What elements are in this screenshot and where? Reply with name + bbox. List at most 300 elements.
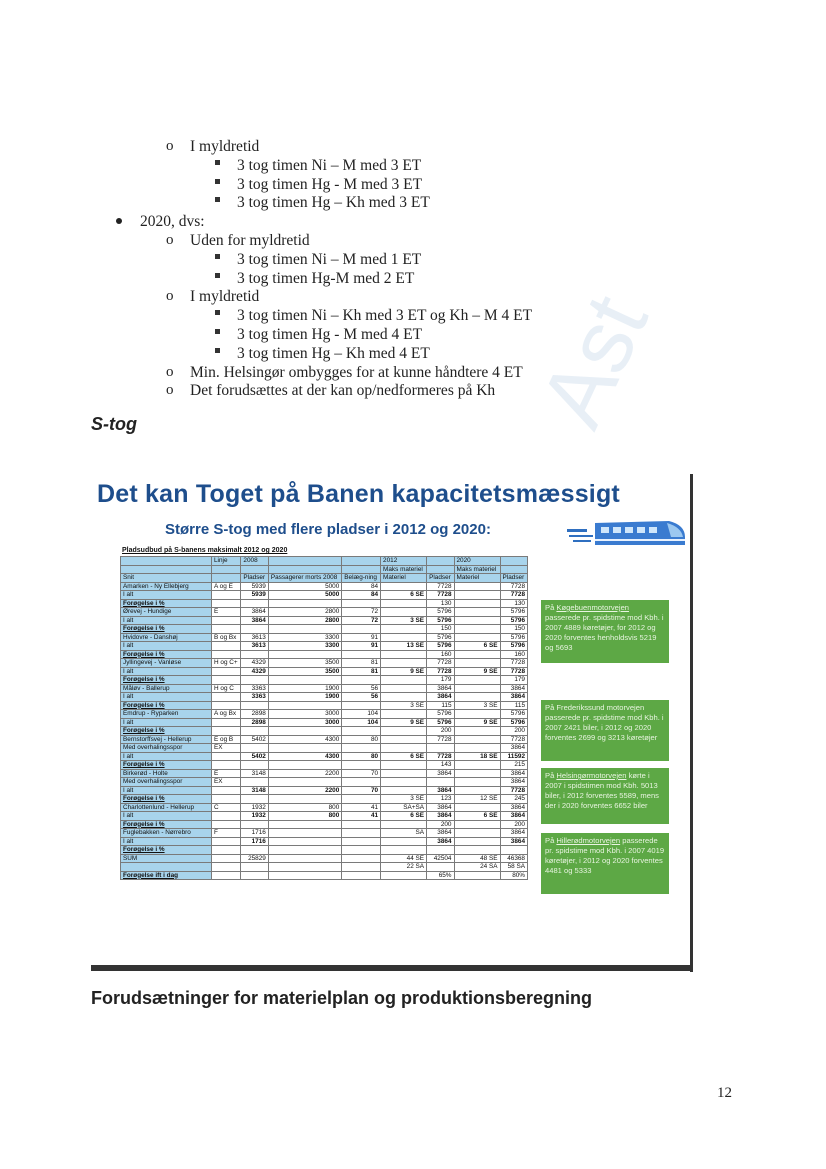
table-row — [121, 642, 528, 651]
bullet-text: 3 tog timen Ni – M med 3 ET — [237, 156, 422, 174]
table-cell: 2800 — [268, 616, 341, 625]
table-cell — [212, 625, 241, 634]
table-cell — [454, 599, 500, 608]
table-cell — [268, 557, 341, 566]
table-cell — [454, 871, 500, 880]
row-label-cell: Emdrup - Ryparken — [121, 710, 212, 719]
table-cell — [454, 820, 500, 829]
table-cell: 3300 — [268, 633, 341, 642]
table-cell: 3 SE — [381, 616, 427, 625]
table-cell — [241, 795, 268, 804]
table-cell: 179 — [500, 676, 527, 685]
table-cell — [381, 633, 427, 642]
bullet-item — [166, 381, 496, 400]
table-cell: 2800 — [268, 608, 341, 617]
watermark: Ast — [521, 281, 668, 442]
table-cell — [241, 863, 268, 872]
row-label-cell: Forøgelse i % — [121, 599, 212, 608]
table-row — [121, 744, 528, 753]
table-cell: 160 — [427, 650, 454, 659]
bullet-text: I myldretid — [190, 288, 260, 306]
table-cell — [268, 565, 341, 574]
table-cell — [381, 599, 427, 608]
table-row — [121, 735, 528, 744]
table-cell — [212, 650, 241, 659]
bullet-item — [166, 363, 523, 382]
table-row — [121, 608, 528, 617]
table-cell — [212, 795, 241, 804]
table-cell — [454, 659, 500, 668]
row-label-cell: Fuglebakken - Nørrebro — [121, 829, 212, 838]
table-cell: 9 SE — [454, 718, 500, 727]
table-cell: 800 — [268, 803, 341, 812]
row-label-cell: I alt — [121, 718, 212, 727]
row-label-cell: I alt — [121, 812, 212, 821]
table-cell: 5000 — [268, 582, 341, 591]
table-cell: 160 — [500, 650, 527, 659]
table-cell: 4329 — [241, 659, 268, 668]
info-box-helsingor: På Helsingørmotorvejen kørte i 2007 i spidstimen mod Kbh. 5013 biler, i 2012 forventes 5589, mens der i 2020 forventes 6652 biler — [541, 768, 669, 824]
table-cell: 7728 — [427, 735, 454, 744]
table-row — [121, 778, 528, 787]
table-cell — [454, 786, 500, 795]
row-label-cell: Forøgelse i % — [121, 676, 212, 685]
table-cell — [454, 744, 500, 753]
table-cell: 3864 — [427, 829, 454, 838]
table-cell: 3864 — [500, 744, 527, 753]
table-cell: 3864 — [500, 778, 527, 787]
table-cell — [241, 846, 268, 855]
table-cell: 2012 — [381, 557, 427, 566]
table-cell: 7728 — [427, 582, 454, 591]
table-cell — [454, 693, 500, 702]
table-cell: 18 SE — [454, 752, 500, 761]
row-label-cell: Forøgelse i % — [121, 795, 212, 804]
table-cell: 3864 — [500, 803, 527, 812]
table-cell — [241, 744, 268, 753]
table-cell — [342, 871, 381, 880]
table-cell: 5939 — [241, 582, 268, 591]
table-cell: 84 — [342, 591, 381, 600]
row-label-cell: I alt — [121, 786, 212, 795]
info-box-frederikssund: På Frederikssund motorvejen passerede pr. spidstime mod Kbh. i 2007 2421 biler, i 2012 og 2020 forventes 2699 og 3213 køretøjer — [541, 700, 669, 761]
table-cell: A og E — [212, 582, 241, 591]
table-cell: 6 SE — [454, 642, 500, 651]
table-cell — [342, 795, 381, 804]
table-cell — [268, 727, 341, 736]
table-cell: 46368 — [500, 854, 527, 863]
table-cell: Materiel — [381, 574, 427, 583]
table-cell — [381, 650, 427, 659]
table-cell — [342, 820, 381, 829]
table-cell: 9 SE — [381, 718, 427, 727]
bullet-item — [237, 325, 422, 344]
table-row — [121, 761, 528, 770]
table-cell: 3864 — [427, 684, 454, 693]
table-cell: 48 SE — [454, 854, 500, 863]
table-cell — [381, 710, 427, 719]
table-cell: 65% — [427, 871, 454, 880]
table-cell — [212, 752, 241, 761]
table-cell — [342, 854, 381, 863]
table-cell — [342, 557, 381, 566]
table-cell: 3613 — [241, 642, 268, 651]
table-cell: Materiel — [454, 574, 500, 583]
table-cell: 3864 — [241, 608, 268, 617]
table-cell: 5796 — [500, 608, 527, 617]
table-cell — [381, 846, 427, 855]
table-cell: 7728 — [500, 582, 527, 591]
table-cell — [241, 625, 268, 634]
row-label-cell: I alt — [121, 667, 212, 676]
table-cell: 9 SE — [454, 667, 500, 676]
table-cell — [342, 829, 381, 838]
table-cell: 12 SE — [454, 795, 500, 804]
table-row — [121, 727, 528, 736]
table-cell: 25829 — [241, 854, 268, 863]
table-cell — [212, 863, 241, 872]
table-row — [121, 803, 528, 812]
page-number: 12 — [717, 1085, 732, 1101]
table-cell: Belæg-ning — [342, 574, 381, 583]
table-cell — [212, 846, 241, 855]
table-cell — [454, 625, 500, 634]
table-cell — [268, 761, 341, 770]
table-cell: 42504 — [427, 854, 454, 863]
table-cell: 9 SE — [381, 667, 427, 676]
table-cell — [241, 778, 268, 787]
table-row — [121, 693, 528, 702]
table-cell — [381, 659, 427, 668]
slide-border — [91, 965, 693, 971]
table-cell: 2008 — [241, 557, 268, 566]
table-cell: 115 — [500, 701, 527, 710]
table-cell — [342, 625, 381, 634]
square-bullet-icon — [215, 254, 220, 259]
table-cell — [342, 837, 381, 846]
bullet-text: Min. Helsingør ombygges for at kunne håndtere 4 ET — [190, 363, 523, 381]
table-cell: 5796 — [427, 608, 454, 617]
table-row — [121, 676, 528, 685]
table-cell — [427, 565, 454, 574]
table-cell: 5000 — [268, 591, 341, 600]
table-cell: 2898 — [241, 718, 268, 727]
row-label-cell: Charlottenlund - Hellerup — [121, 803, 212, 812]
table-cell: 3864 — [427, 786, 454, 795]
table-cell: 5402 — [241, 752, 268, 761]
table-cell: 70 — [342, 786, 381, 795]
table-row — [121, 659, 528, 668]
table-row — [121, 846, 528, 855]
table-cell — [381, 744, 427, 753]
table-cell: 2898 — [241, 710, 268, 719]
table-cell — [268, 701, 341, 710]
square-bullet-icon — [215, 348, 220, 353]
table-cell — [454, 837, 500, 846]
table-cell — [454, 761, 500, 770]
table-cell: 4300 — [268, 735, 341, 744]
table-cell: 5796 — [500, 710, 527, 719]
square-bullet-icon — [215, 273, 220, 278]
table-cell — [212, 786, 241, 795]
table-cell: 1716 — [241, 829, 268, 838]
table-cell: 5796 — [500, 633, 527, 642]
table-cell: 3864 — [500, 837, 527, 846]
table-cell — [381, 820, 427, 829]
table-cell — [342, 701, 381, 710]
table-cell: 3 SE — [454, 701, 500, 710]
bullet-text: 3 tog timen Hg - M med 3 ET — [237, 175, 423, 193]
table-cell — [241, 761, 268, 770]
table-cell: 3300 — [268, 642, 341, 651]
table-cell: 5796 — [500, 616, 527, 625]
table-row — [121, 710, 528, 719]
table-cell: 115 — [427, 701, 454, 710]
table-cell: 3500 — [268, 659, 341, 668]
table-cell — [212, 871, 241, 880]
row-label-cell: I alt — [121, 752, 212, 761]
table-cell — [381, 727, 427, 736]
row-label-cell: I alt — [121, 693, 212, 702]
table-cell: Passagerer morts 2008 — [268, 574, 341, 583]
table-cell: H og C — [212, 684, 241, 693]
table-cell: 104 — [342, 718, 381, 727]
table-cell: 72 — [342, 616, 381, 625]
table-cell — [342, 676, 381, 685]
table-cell: 3000 — [268, 710, 341, 719]
table-cell: 7728 — [427, 752, 454, 761]
table-cell: 6 SE — [454, 812, 500, 821]
table-cell: SA — [381, 829, 427, 838]
table-cell: 200 — [427, 820, 454, 829]
bullet-text: 3 tog timen Ni – M med 1 ET — [237, 250, 422, 268]
capacity-table — [120, 556, 528, 880]
row-label-cell: Forøgelse i % — [121, 625, 212, 634]
bullet-text: 3 tog timen Hg – Kh med 4 ET — [237, 344, 430, 362]
table-cell — [454, 735, 500, 744]
table-row — [121, 837, 528, 846]
row-label-cell: Snit — [121, 574, 212, 583]
table-cell — [212, 616, 241, 625]
table-cell — [454, 829, 500, 838]
table-cell: 13 SE — [381, 642, 427, 651]
table-cell — [342, 863, 381, 872]
table-cell — [241, 701, 268, 710]
table-row — [121, 752, 528, 761]
table-cell — [454, 591, 500, 600]
table-cell: 143 — [427, 761, 454, 770]
table-cell — [454, 633, 500, 642]
table-cell — [342, 727, 381, 736]
table-cell — [268, 846, 341, 855]
table-cell — [427, 863, 454, 872]
table-cell: 6 SE — [381, 591, 427, 600]
table-cell: 3864 — [427, 837, 454, 846]
row-label-cell: Med overhalingsspor — [121, 778, 212, 787]
table-cell: 6 SE — [381, 812, 427, 821]
slide-title: Det kan Toget på Banen kapacitetsmæssigt — [97, 480, 620, 508]
table-cell: 3864 — [427, 693, 454, 702]
bullet-text: 3 tog timen Hg – Kh med 3 ET — [237, 194, 430, 212]
table-row — [121, 829, 528, 838]
row-label-cell: Bernstorffsvej - Hellerup — [121, 735, 212, 744]
table-cell — [381, 786, 427, 795]
table-cell: 200 — [500, 820, 527, 829]
bullet-text: Uden for myldretid — [190, 232, 310, 249]
table-cell — [212, 565, 241, 574]
table-cell — [342, 778, 381, 787]
table-cell — [342, 650, 381, 659]
table-cell — [381, 837, 427, 846]
table-cell: 130 — [500, 599, 527, 608]
table-cell: 81 — [342, 659, 381, 668]
table-cell — [241, 565, 268, 574]
table-cell: 41 — [342, 803, 381, 812]
table-cell — [381, 735, 427, 744]
table-cell — [212, 812, 241, 821]
table-cell: 7728 — [500, 786, 527, 795]
row-label-cell: I alt — [121, 837, 212, 846]
footer-heading: Forudsætninger for materielplan og produktionsberegning — [91, 988, 593, 1008]
table-cell: 91 — [342, 642, 381, 651]
table-row — [121, 667, 528, 676]
square-bullet-icon — [215, 197, 220, 202]
table-cell: 179 — [427, 676, 454, 685]
table-row — [121, 625, 528, 634]
table-cell — [212, 574, 241, 583]
table-cell: E og B — [212, 735, 241, 744]
table-cell — [268, 829, 341, 838]
table-cell — [381, 676, 427, 685]
table-cell — [241, 871, 268, 880]
table-cell: 2020 — [454, 557, 500, 566]
table-cell: 1900 — [268, 684, 341, 693]
table-cell — [454, 803, 500, 812]
table-row — [121, 599, 528, 608]
table-cell: 2200 — [268, 769, 341, 778]
table-cell — [268, 744, 341, 753]
table-cell: 80 — [342, 735, 381, 744]
table-cell: 4329 — [241, 667, 268, 676]
table-cell — [454, 676, 500, 685]
table-cell — [342, 761, 381, 770]
table-row — [121, 854, 528, 863]
table-cell: 7728 — [427, 667, 454, 676]
bullet-text: Det forudsættes at der kan op/nedformeres på Kh — [190, 382, 496, 400]
table-cell — [500, 557, 527, 566]
bullet-text: I myldretid — [190, 138, 260, 155]
table-cell — [342, 565, 381, 574]
table-cell: 3000 — [268, 718, 341, 727]
table-cell: 3148 — [241, 786, 268, 795]
row-label-cell: Forøgelse i % — [121, 650, 212, 659]
bullet-item — [237, 306, 532, 325]
table-cell — [500, 846, 527, 855]
table-cell — [342, 744, 381, 753]
table-title: Pladsudbud på S-banens maksimalt 2012 og 2020 — [122, 547, 288, 554]
table-cell: B og Bx — [212, 633, 241, 642]
table-cell — [454, 769, 500, 778]
table-row — [121, 591, 528, 600]
row-label-cell: Birkerød - Holte — [121, 769, 212, 778]
table-cell: 3 SE — [381, 795, 427, 804]
table-cell: 1900 — [268, 693, 341, 702]
row-label-cell: Måløv - Ballerup — [121, 684, 212, 693]
table-cell — [212, 854, 241, 863]
row-label-cell: Forøgelse i % — [121, 727, 212, 736]
table-cell — [381, 871, 427, 880]
table-cell — [268, 599, 341, 608]
table-cell — [454, 846, 500, 855]
table-cell — [268, 650, 341, 659]
table-row — [121, 565, 528, 574]
table-row — [121, 557, 528, 566]
table-cell: 3864 — [500, 693, 527, 702]
info-box-koge: På Køgebuenmotorvejen passerede pr. spidstime mod Kbh. i 2007 4889 køretøjer, for 2012 og 2020 forventes henholdsvis 5219 og 5693 — [541, 600, 669, 663]
section-heading: S-tog — [91, 414, 137, 434]
table-cell: 3864 — [500, 684, 527, 693]
table-cell: 5796 — [500, 642, 527, 651]
table-cell — [454, 778, 500, 787]
table-cell: 7728 — [500, 735, 527, 744]
circle-bullet-icon: o — [166, 138, 174, 154]
table-cell: 3613 — [241, 633, 268, 642]
table-cell: 72 — [342, 608, 381, 617]
table-cell: 5796 — [427, 710, 454, 719]
circle-bullet-icon: o — [166, 382, 174, 399]
table-cell: 3864 — [427, 803, 454, 812]
table-cell: Maks materiel — [381, 565, 427, 574]
row-label-cell: Forøgelse i % — [121, 701, 212, 710]
table-cell: 3864 — [427, 812, 454, 821]
table-cell — [268, 625, 341, 634]
circle-bullet-icon: o — [166, 363, 174, 380]
table-cell — [268, 676, 341, 685]
square-bullet-icon — [215, 329, 220, 334]
table-cell: 81 — [342, 667, 381, 676]
table-cell — [454, 650, 500, 659]
table-cell: A og Bx — [212, 710, 241, 719]
info-box-hillerod: På Hillerødmotorvejen passerede pr. spidstime mod Kbh. i 2007 4019 køretøjer, i 2012 og 2020 forventes 4481 og 5333 — [541, 833, 669, 894]
table-cell — [381, 693, 427, 702]
table-cell — [427, 846, 454, 855]
table-cell: 7728 — [500, 659, 527, 668]
table-cell: H og C+ — [212, 659, 241, 668]
bullet-text: 3 tog timen Hg - M med 4 ET — [237, 326, 423, 343]
table-cell — [241, 727, 268, 736]
table-row — [121, 633, 528, 642]
table-cell — [342, 599, 381, 608]
table-cell: 11592 — [500, 752, 527, 761]
row-label-cell: Med overhalingsspor — [121, 744, 212, 753]
table-cell — [212, 718, 241, 727]
bullet-item — [237, 175, 422, 194]
table-cell: F — [212, 829, 241, 838]
table-row — [121, 650, 528, 659]
table-row — [121, 786, 528, 795]
table-row — [121, 574, 528, 583]
table-cell — [381, 625, 427, 634]
row-label-cell: SUM — [121, 854, 212, 863]
bullet-item — [237, 344, 430, 363]
table-cell: EX — [212, 744, 241, 753]
table-cell: 84 — [342, 582, 381, 591]
table-cell — [212, 761, 241, 770]
table-cell: 215 — [500, 761, 527, 770]
square-bullet-icon — [215, 179, 220, 184]
table-cell — [342, 846, 381, 855]
bullet-item — [237, 250, 421, 269]
